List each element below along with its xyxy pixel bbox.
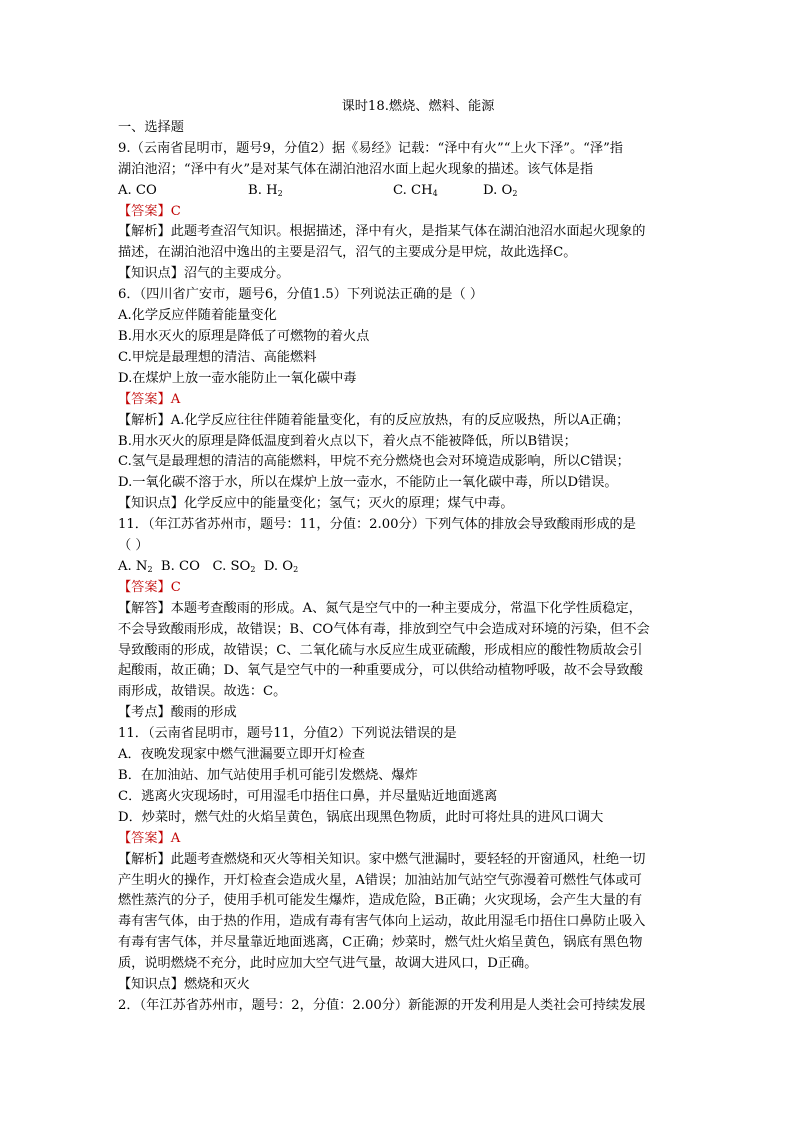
kp-tag: 【知识点】	[118, 496, 184, 512]
question-9	[118, 139, 678, 285]
answer-line	[118, 578, 678, 599]
analysis-tag: 【解析】	[118, 851, 171, 867]
option-a: A. CO	[118, 182, 157, 198]
option-c: C. $CH_4$	[393, 182, 438, 198]
answer-tag: 【答案】	[118, 579, 171, 595]
answer-value: C	[170, 579, 181, 595]
answer-value: C	[170, 203, 181, 219]
question-2	[118, 996, 678, 1017]
knowledge-point: 【知识点】化学反应中的能量变化；氢气；灭火的原理；煤气中毒。	[118, 496, 514, 512]
option-a: A．夜晚发现家中燃气泄漏要立即开灯检查	[118, 747, 365, 763]
analysis-line: 【解析】此题考查燃烧和灭火等相关知识。家中燃气泄漏时，要轻轻的开窗通风，杜绝一切	[118, 851, 646, 867]
option-row: A. $N_2$ B. CO C. $SO_2$ D. $O_2$	[118, 558, 299, 574]
question-stem: 6．（四川省广安市，题号6，分值1.5）下列说法正确的是（ ）	[118, 287, 484, 303]
question-stem: 11．（云南省昆明市，题号11，分值2）下列说法错误的是	[118, 726, 457, 742]
analysis-line: 起酸雨，故正确；D、氧气是空气中的一种重要成分，可以供给动植物呼吸，故不会导致酸	[118, 663, 643, 679]
question-stem: 11．（年江苏省苏州市，题号：11，分值：2.00分）下列气体的排放会导致酸雨形成的是	[118, 517, 636, 533]
option-b: B. $H_2$	[248, 182, 283, 198]
analysis-line: 【解答】本题考查酸雨的形成。A、氮气是空气中的一种主要成分，常温下化学性质稳定，	[118, 600, 642, 616]
analysis-line: 有毒有害气体，并尽量靠近地面逃离，C正确；炒菜时，燃气灶火焰呈黄色，锅底有黑色物	[118, 935, 643, 951]
answer-tag: 【答案】	[118, 391, 171, 407]
question-stem: （ ）	[118, 538, 149, 554]
answer-value: A	[170, 391, 181, 407]
analysis-line: 描述，在湖泊池沼中逸出的主要是沼气，沼气的主要成分是甲烷，故此选择C。	[118, 245, 577, 261]
question-11-suzhou	[118, 515, 678, 724]
option-b: B.用水灭火的原理是降低了可燃物的着火点	[118, 328, 370, 344]
question-stem: 2．（年江苏省苏州市，题号：2，分值：2.00分）新能源的开发利用是人类社会可持续发展	[118, 997, 646, 1013]
kp-tag: 【知识点】	[118, 977, 184, 993]
kp-tag: 【知识点】	[118, 266, 184, 282]
option-c: C．逃离火灾现场时，可用湿毛巾捂住口鼻，并尽量贴近地面逃离	[118, 788, 498, 804]
knowledge-point: 【考点】酸雨的形成	[118, 705, 237, 721]
section-heading: 一、选择题	[118, 119, 184, 135]
option-d: D.在煤炉上放一壶水能防止一氧化碳中毒	[118, 370, 357, 386]
analysis-tag: 【解析】	[118, 412, 171, 428]
analysis-line: 产生明火的操作，开灯检查会造成火星，A错误；加油站加气站空气弥漫着可燃性气体或可	[118, 872, 642, 888]
option-d: D. $O_2$	[483, 182, 518, 198]
question-stem: 湖泊池沼；“泽中有火”是对某气体在湖泊池沼水面上起火现象的描述。该气体是指	[118, 161, 594, 177]
analysis-line: B.用水灭火的原理是降低温度到着火点以下，着火点不能被降低，所以B错误；	[118, 433, 577, 449]
kp-tag: 【考点】	[118, 705, 171, 721]
analysis-line: D.一氧化碳不溶于水，所以在煤炉上放一壶水，不能防止一氧化碳中毒，所以D错误。	[118, 475, 618, 491]
page-title: 课时18.燃烧、燃料、能源	[341, 99, 495, 114]
answer-line	[118, 202, 678, 223]
question-stem: 9.（云南省昆明市，题号9，分值2）据《易经》记载：“泽中有火”“上火下泽”。“泽”指	[118, 140, 623, 156]
analysis-line: 毒有害气体，由于热的作用，造成有毒有害气体向上运动，故此用湿毛巾捂住口鼻防止吸入	[118, 914, 646, 930]
analysis-line: 质，说明燃烧不充分，此时应加大空气进气量，故调大进风口，D正确。	[118, 956, 538, 972]
option-row	[118, 181, 678, 202]
analysis-line: 雨形成，故错误。故选：C。	[118, 684, 287, 700]
option-b: B．在加油站、加气站使用手机可能引发燃烧、爆炸	[118, 768, 418, 783]
document-page	[118, 97, 678, 1017]
analysis-tag: 【解析】	[118, 224, 171, 240]
knowledge-point: 【知识点】燃烧和灭火	[118, 977, 250, 993]
option-c: C.甲烷是最理想的清洁、高能燃料	[118, 349, 317, 365]
answer-line	[118, 829, 678, 850]
option-a: A.化学反应伴随着能量变化	[118, 308, 277, 324]
analysis-line: 【解析】A.化学反应往往伴随着能量变化，有的反应放热，有的反应吸热，所以A正确；	[118, 412, 630, 428]
analysis-line: 【解析】此题考查沼气知识。根据描述，泽中有火，是指某气体在湖泊池沼水面起火现象的	[118, 224, 646, 240]
analysis-line: C.氢气是最理想的清洁的高能燃料，甲烷不充分燃烧也会对环境造成影响，所以C错误；	[118, 454, 630, 470]
answer-tag: 【答案】	[118, 203, 171, 219]
answer-value: A	[170, 830, 181, 846]
question-11-kunming	[118, 724, 678, 996]
answer-tag: 【答案】	[118, 830, 171, 846]
analysis-line: 导致酸雨的形成，故错误；C、二氧化硫与水反应生成亚硫酸，形成相应的酸性物质故会引	[118, 642, 643, 658]
analysis-line: 燃性蒸汽的分子，使用手机可能发生爆炸，造成危险，B正确；火灾现场，会产生大量的有	[118, 893, 642, 909]
question-6	[118, 285, 678, 515]
analysis-tag: 【解答】	[118, 600, 171, 616]
answer-line	[118, 390, 678, 411]
analysis-line: 不会导致酸雨形成，故错误；B、CO气体有毒，排放到空气中会造成对环境的污染，但不会	[118, 621, 650, 637]
option-d: D．炒菜时，燃气灶的火焰呈黄色，锅底出现黑色物质，此时可将灶具的进风口调大	[118, 809, 604, 825]
knowledge-point: 【知识点】沼气的主要成分。	[118, 266, 290, 282]
